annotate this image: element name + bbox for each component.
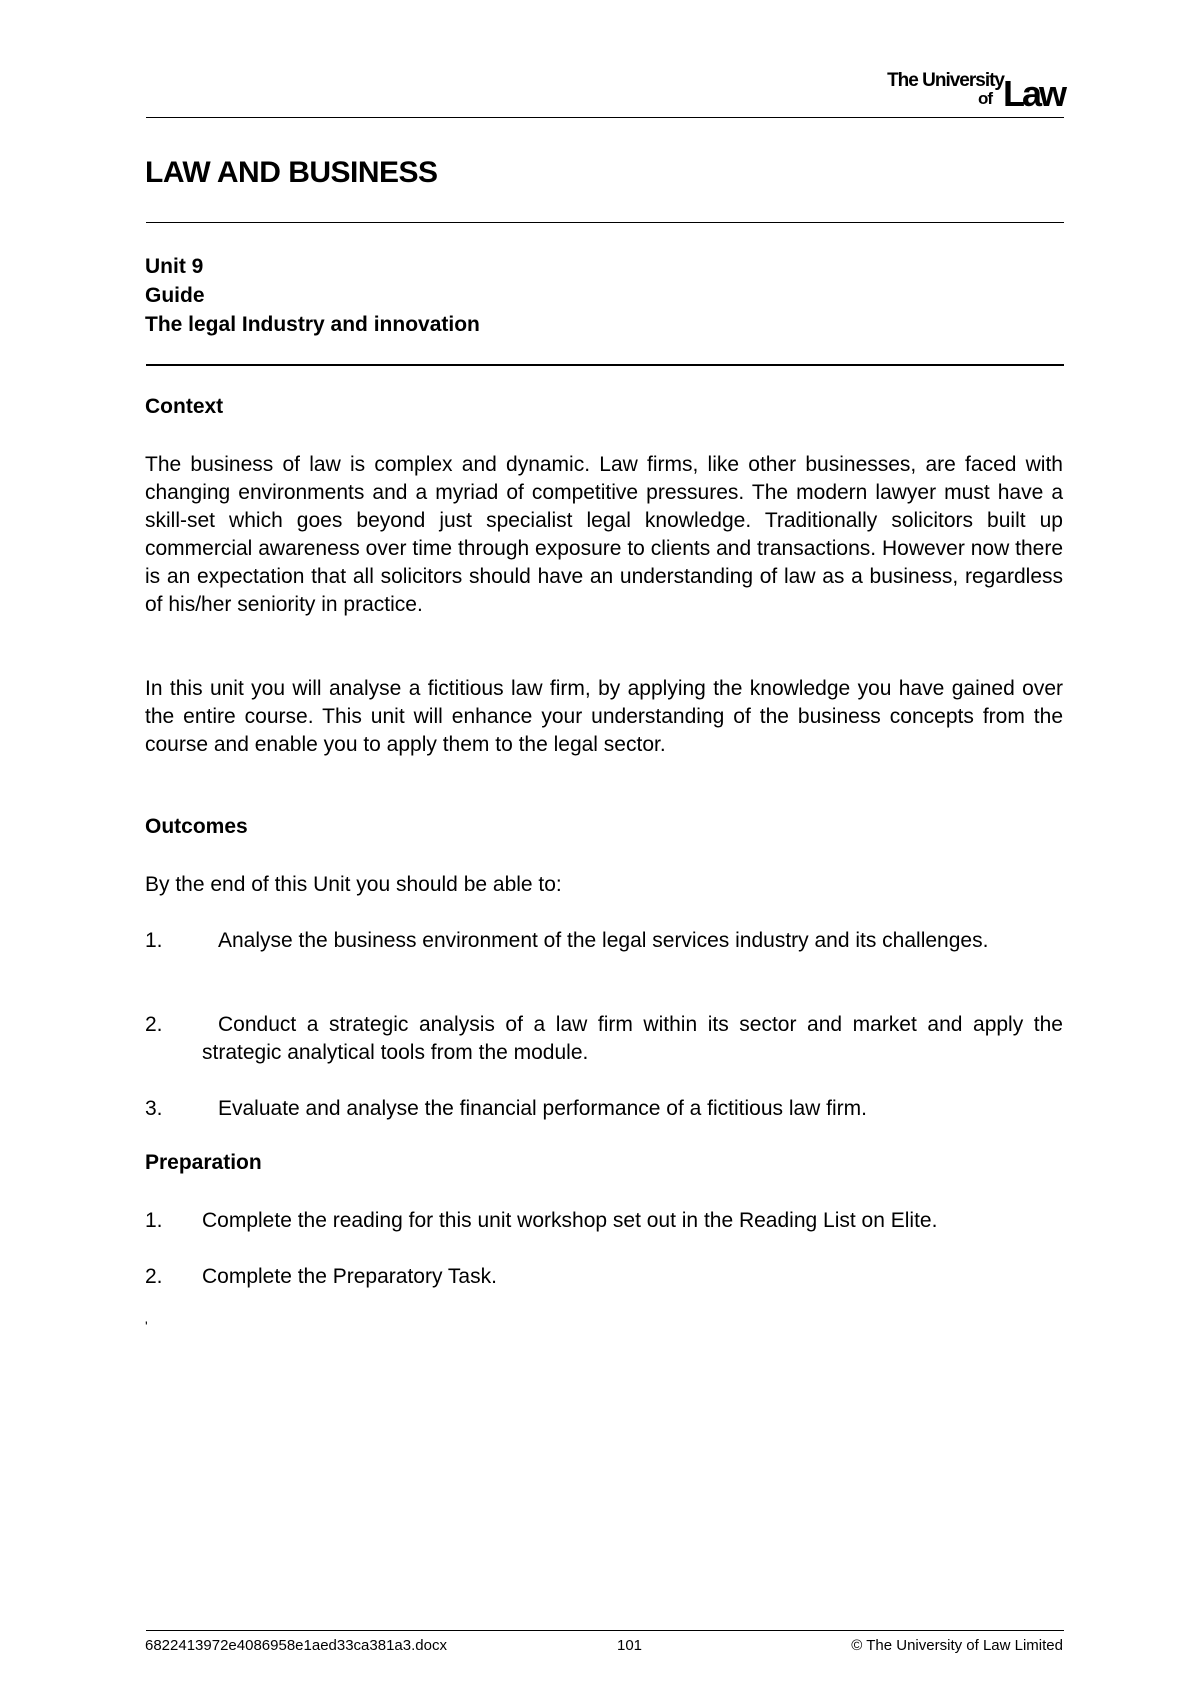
outcome-number: 3. [145, 1097, 163, 1120]
outcome-number: 1. [145, 929, 163, 952]
unit-divider [146, 364, 1064, 366]
preparation-text: Complete the Preparatory Task. [202, 1265, 497, 1288]
document-title: LAW AND BUSINESS [145, 156, 438, 189]
outcome-item [145, 927, 1063, 955]
outcome-number: 2. [145, 1013, 163, 1036]
preparation-text: Complete the reading for this unit workshop set out in the Reading List on Elite. [202, 1209, 938, 1232]
context-paragraph-1: The business of law is complex and dynamic. Law firms, like other businesses, are faced with changing environments and a myriad of competitive pressures. The modern lawyer must have a skill-set which goes beyond just specialist legal knowledge. Traditionally solicitors built up commercial awareness over time through exposure to clients and transactions. However now there is an expectation that all solicitors should have an understanding of law as a business, regardless of his/her seniority in practice. [145, 453, 1063, 616]
outcomes-intro: By the end of this Unit you should be able to: [145, 873, 562, 896]
logo-text-line2: of [977, 89, 992, 108]
footer-page-number: 101 [617, 1637, 643, 1654]
unit-guide-label: Guide [145, 284, 205, 307]
unit-number: Unit 9 [145, 255, 204, 278]
outcome-text: Evaluate and analyse the financial performance of a fictitious law firm. [218, 1097, 868, 1120]
outcomes-heading: Outcomes [145, 815, 248, 838]
unit-info [145, 252, 480, 339]
context-heading: Context [145, 395, 224, 418]
preparation-number: 1. [145, 1209, 163, 1232]
preparation-item [145, 1263, 1063, 1291]
outcome-text: Conduct a strategic analysis of a law firm within its sector and market and apply the strategic analytical tools from the module. [202, 1013, 1063, 1064]
outcome-item [145, 1011, 1063, 1067]
preparation-number: 2. [145, 1265, 163, 1288]
context-paragraph-2: In this unit you will analyse a fictitious law firm, by applying the knowledge you have gained over the entire course. This unit will enhance your understanding of the business concepts from the course and enable you to apply them to the legal sector. [145, 677, 1063, 756]
outcome-item [145, 1095, 1063, 1123]
university-logo [854, 70, 1064, 114]
logo-text-line3: Law [1002, 73, 1064, 114]
footer-copyright: © The University of Law Limited [851, 1637, 1063, 1654]
preparation-heading: Preparation [145, 1151, 262, 1174]
logo-text-line1: The University [887, 70, 1004, 91]
footer-filename: 6822413972e4086958e1aed33ca381a3.docx [145, 1637, 447, 1654]
footer-divider [146, 1630, 1064, 1631]
title-divider [146, 222, 1064, 223]
outcome-text: Analyse the business environment of the legal services industry and its challenges. [218, 929, 989, 952]
unit-subtitle: The legal Industry and innovation [145, 313, 480, 336]
stray-mark: ' [145, 1318, 148, 1334]
page-footer [145, 1637, 1063, 1657]
header-divider [146, 117, 1064, 118]
preparation-item [145, 1207, 1063, 1235]
